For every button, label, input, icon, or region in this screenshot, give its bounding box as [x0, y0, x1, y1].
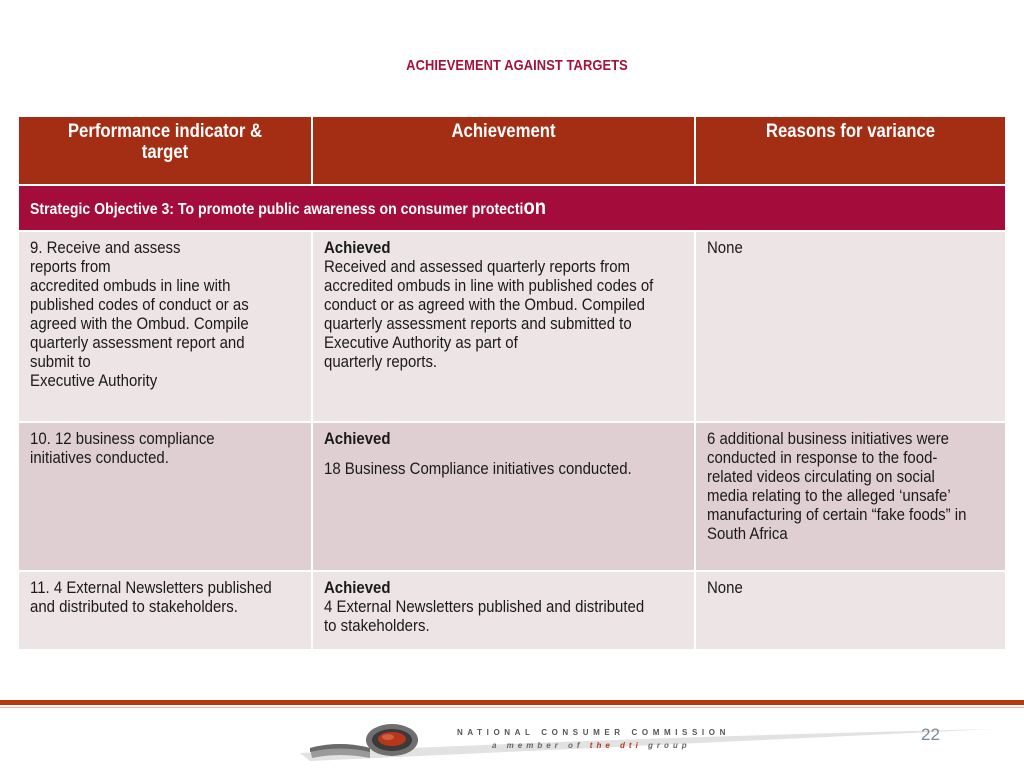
header-indicator-label: Performance indicator & target	[67, 121, 263, 163]
variance-line: 6 additional business initiatives were	[707, 429, 949, 448]
indicator-line: agreed with the Ombud. Compile	[30, 314, 249, 333]
achievement-line: conduct or as agreed with the Ombud. Compiled	[324, 295, 645, 314]
variance-cell	[695, 231, 1005, 422]
indicator-cell	[19, 231, 312, 422]
indicator-cell	[19, 571, 312, 649]
org-tagline-the: the	[589, 741, 621, 750]
table-row	[19, 231, 1005, 422]
variance-line: manufacturing of certain “fake foods” in	[707, 505, 967, 524]
indicator-line: 9. Receive and assess	[30, 238, 181, 257]
objective-text: Strategic Objective 3: To promote public awareness on consumer protecti	[30, 201, 524, 218]
objective-row	[19, 186, 1005, 231]
table-row	[19, 422, 1005, 571]
indicator-line: reports from	[30, 257, 111, 276]
org-tagline-prefix: a member of	[492, 741, 590, 750]
indicator-line: 10. 12 business compliance	[30, 429, 215, 448]
org-tagline	[492, 741, 691, 750]
org-tagline-dti: dti	[620, 741, 642, 750]
table-header-row	[19, 117, 1005, 184]
variance-line: conducted in response to the food-	[707, 448, 938, 467]
variance-line: media relating to the alleged ‘unsafe’	[707, 486, 951, 505]
achievement-line: 18 Business Compliance initiatives conducted.	[324, 459, 632, 478]
achievement-line: quarterly assessment reports and submitted to	[324, 314, 632, 333]
indicator-line: and distributed to stakeholders.	[30, 597, 238, 616]
header-achievement-label: Achievement	[451, 121, 556, 142]
achievement-cell	[312, 422, 695, 571]
slide-title: ACHIEVEMENT AGAINST TARGETS	[406, 57, 628, 74]
variance-line: None	[707, 578, 743, 597]
achievement-line: to stakeholders.	[324, 616, 430, 635]
achievement-line: quarterly reports.	[324, 352, 438, 371]
ncc-logo-icon	[300, 718, 450, 764]
variance-cell	[695, 571, 1005, 649]
footer-rule-thin	[0, 707, 1024, 708]
achievement-table	[19, 117, 1005, 649]
org-name: NATIONAL CONSUMER COMMISSION	[457, 728, 730, 737]
footer-rule	[0, 700, 1024, 705]
indicator-line: Executive Authority	[30, 371, 158, 390]
org-tagline-suffix: group	[641, 741, 691, 750]
objective-cell	[19, 186, 1005, 231]
indicator-line: initiatives conducted.	[30, 448, 169, 467]
indicator-line: submit to	[30, 352, 91, 371]
achievement-line: Received and assessed quarterly reports from	[324, 257, 631, 276]
indicator-line: quarterly assessment report and	[30, 333, 245, 352]
achieved-label: Achieved	[324, 578, 391, 597]
indicator-line: 11. 4 External Newsletters published	[30, 578, 272, 597]
variance-line: None	[707, 238, 743, 257]
header-indicator	[19, 117, 312, 184]
variance-line: South Africa	[707, 524, 788, 543]
achieved-label: Achieved	[324, 238, 391, 257]
indicator-cell	[19, 422, 312, 571]
variance-cell	[695, 422, 1005, 571]
achievement-cell	[312, 571, 695, 649]
indicator-line: accredited ombuds in line with	[30, 276, 231, 295]
achieved-label: Achieved	[324, 429, 391, 448]
table-row	[19, 571, 1005, 649]
header-variance-label: Reasons for variance	[765, 121, 936, 142]
achievement-line: 4 External Newsletters published and distributed	[324, 597, 645, 616]
indicator-line: published codes of conduct or as	[30, 295, 249, 314]
header-variance	[695, 117, 1005, 184]
header-achievement	[312, 117, 695, 184]
variance-line: related videos circulating on social	[707, 467, 935, 486]
achievement-cell	[312, 231, 695, 422]
page-number: 22	[921, 725, 940, 744]
achievement-line: Executive Authority as part of	[324, 333, 518, 352]
achievement-line: accredited ombuds in line with published codes of	[324, 276, 654, 295]
objective-text-tail: on	[523, 196, 547, 219]
